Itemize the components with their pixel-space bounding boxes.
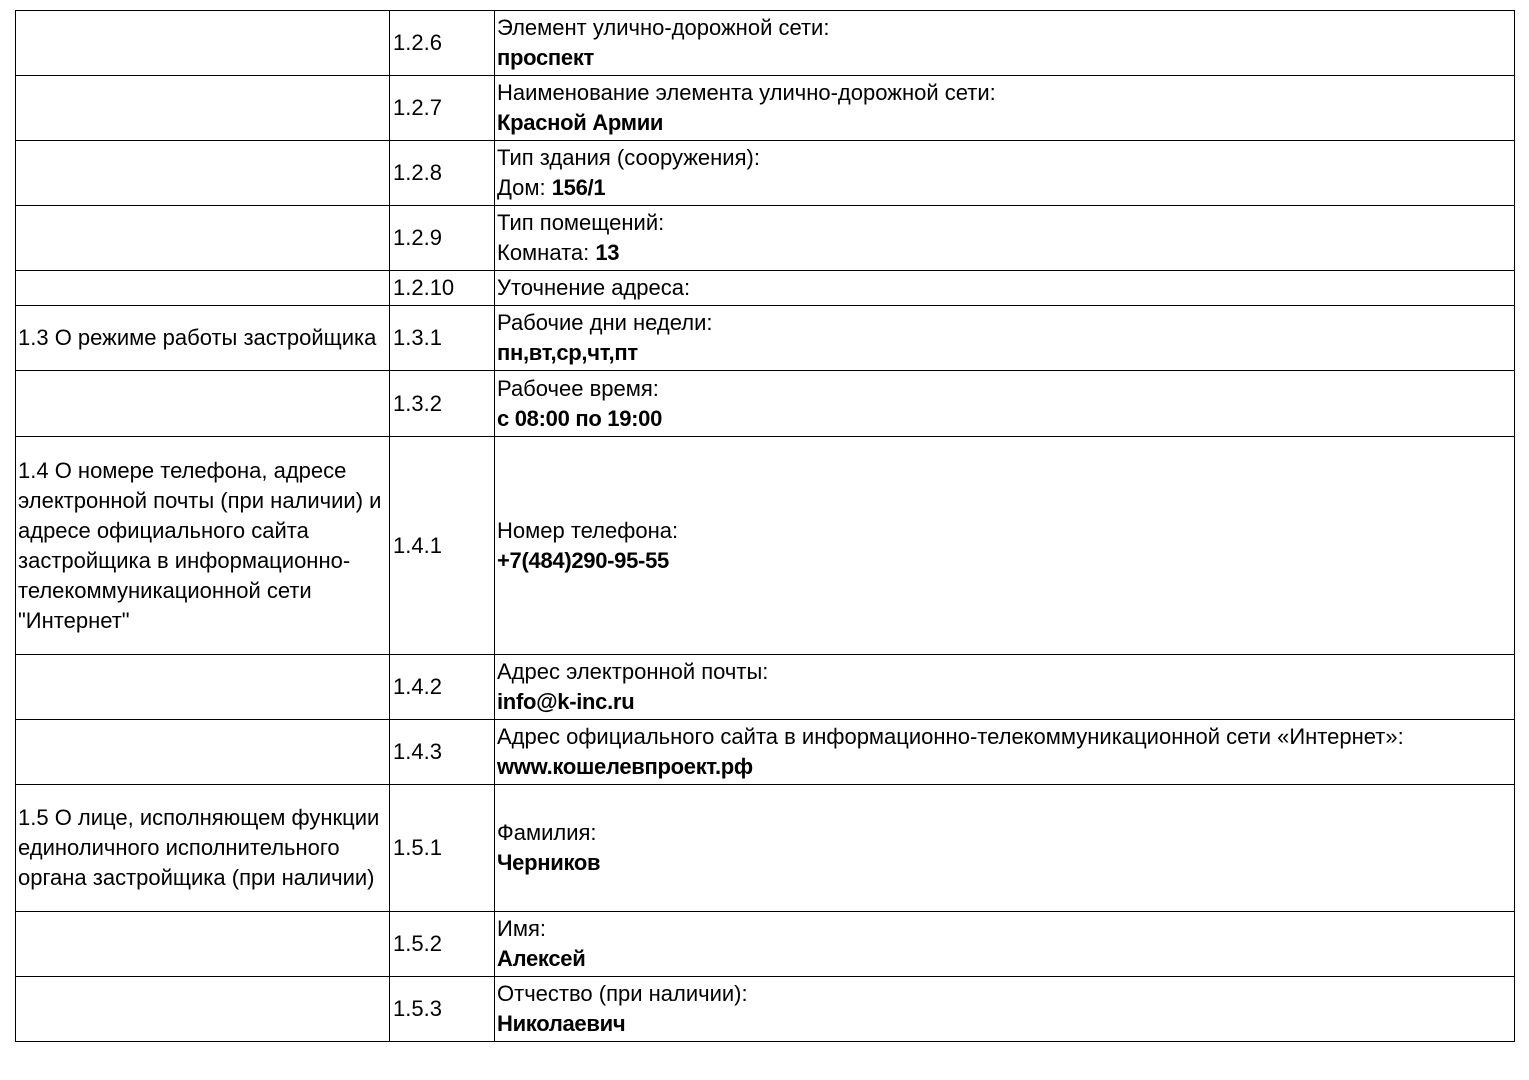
field-value: Красной Армии: [497, 110, 664, 135]
item-code: [390, 655, 495, 720]
section-title: [16, 437, 390, 655]
field-cell: [495, 141, 1515, 206]
field-value: с 08:00 по 19:00: [497, 405, 663, 431]
field-label: Фамилия:: [497, 820, 597, 845]
table-row: [16, 437, 1515, 655]
item-code: [390, 306, 495, 371]
table-row: [16, 785, 1515, 912]
table-row: [16, 76, 1515, 141]
field-value-line: [497, 43, 1512, 73]
field-value-line: [497, 338, 1512, 368]
field-label: Тип помещений:: [497, 210, 665, 235]
field-cell: [495, 720, 1515, 785]
table-row: [16, 655, 1515, 720]
section-cell-empty: [16, 76, 390, 141]
table-row: [16, 271, 1515, 306]
section-cell-empty: [16, 271, 390, 306]
item-code-text: 1.4.2: [393, 674, 442, 699]
field-value: info@k-inc.ru: [497, 689, 635, 714]
field-cell: [495, 271, 1515, 306]
table-row: [16, 371, 1515, 437]
section-title: [16, 785, 390, 912]
item-code: [390, 76, 495, 141]
field-label: Рабочие дни недели:: [497, 310, 713, 335]
field-value-line: [497, 1009, 1512, 1039]
field-label: Адрес электронной почты:: [497, 659, 769, 684]
section-cell-empty: [16, 912, 390, 977]
developer-info-table: [15, 10, 1515, 1042]
field-value-line: [497, 687, 1512, 717]
item-code-text: 1.5.3: [393, 996, 442, 1021]
field-value-line: [497, 404, 1512, 434]
item-code-text: 1.4.3: [393, 739, 442, 764]
field-label: Рабочее время:: [497, 375, 659, 401]
section-cell-empty: [16, 141, 390, 206]
item-code-text: 1.2.9: [393, 225, 442, 250]
field-value: 13: [595, 240, 620, 265]
item-code: [390, 720, 495, 785]
section-cell-empty: [16, 655, 390, 720]
section-cell-empty: [16, 206, 390, 271]
field-value-line: [497, 752, 1512, 782]
field-cell: [495, 912, 1515, 977]
item-code-text: 1.5.2: [393, 931, 442, 956]
field-cell: [495, 437, 1515, 655]
item-code: [390, 977, 495, 1042]
field-value-prefix: Комната:: [497, 240, 596, 265]
table-row: [16, 977, 1515, 1042]
item-code: [390, 11, 495, 76]
field-label: Тип здания (сооружения):: [497, 145, 760, 170]
field-cell: [495, 785, 1515, 912]
item-code-text: 1.2.10: [393, 275, 455, 300]
section-cell-empty: [16, 371, 390, 437]
field-label: Номер телефона:: [497, 517, 679, 543]
item-code: [390, 206, 495, 271]
field-label: Имя:: [497, 916, 546, 941]
field-cell: [495, 977, 1515, 1042]
field-label: Элемент улично-дорожной сети:: [497, 15, 830, 40]
field-value-line: [497, 848, 1512, 878]
table-row: [16, 11, 1515, 76]
field-value: Алексей: [497, 946, 586, 971]
item-code: [390, 912, 495, 977]
field-label: Наименование элемента улично-дорожной сети:: [497, 80, 996, 105]
field-cell: [495, 306, 1515, 371]
table-row: [16, 306, 1515, 371]
field-value: Черников: [497, 850, 601, 875]
table-row: [16, 141, 1515, 206]
field-value-line: [497, 238, 1512, 268]
item-code: [390, 371, 495, 437]
item-code: [390, 785, 495, 912]
field-value-line: [497, 944, 1512, 974]
field-cell: [495, 11, 1515, 76]
field-value: 156/1: [551, 175, 606, 200]
table-row: [16, 912, 1515, 977]
section-title: [16, 306, 390, 371]
field-cell: [495, 206, 1515, 271]
field-label: Отчество (при наличии):: [497, 981, 748, 1006]
field-label: Адрес официального сайта в информационно-телекоммуникационной сети «Интернет»:: [497, 724, 1404, 749]
table-row: [16, 206, 1515, 271]
item-code-text: 1.5.1: [393, 835, 442, 860]
field-value: +7(484)290-95-55: [497, 547, 669, 573]
table-row: [16, 720, 1515, 785]
field-value-line: [497, 108, 1512, 138]
field-value: проспект: [497, 45, 595, 70]
field-value-line: [497, 173, 1512, 203]
field-cell: [495, 655, 1515, 720]
item-code-text: 1.2.8: [393, 160, 442, 185]
item-code-text: 1.3.2: [393, 390, 442, 416]
item-code-text: 1.2.7: [393, 95, 442, 120]
item-code: [390, 437, 495, 655]
section-cell-empty: [16, 977, 390, 1042]
field-cell: [495, 371, 1515, 437]
item-code-text: 1.3.1: [393, 325, 442, 350]
field-value-line: [497, 546, 1512, 576]
section-cell-empty: [16, 11, 390, 76]
field-value: пн,вт,ср,чт,пт: [497, 340, 638, 365]
section-cell-empty: [16, 720, 390, 785]
item-code: [390, 141, 495, 206]
field-value: www.кошелевпроект.рф: [497, 754, 753, 779]
field-cell: [495, 76, 1515, 141]
item-code-text: 1.2.6: [393, 30, 442, 55]
item-code-text: 1.4.1: [393, 532, 442, 558]
field-value-prefix: Дом:: [497, 175, 552, 200]
section-title-text: 1.3 О режиме работы застройщика: [18, 325, 377, 350]
section-title-text: 1.5 О лице, исполняющем функции единоличного исполнительного органа застройщика (при наличии): [18, 805, 380, 890]
section-title-text: 1.4 О номере телефона, адресе электронной почты (при наличии) и адресе официального сайта застройщика в информационно-телекоммуникационной сети "Интернет": [18, 457, 382, 633]
field-value: Николаевич: [497, 1011, 626, 1036]
item-code: [390, 271, 495, 306]
field-label: Уточнение адреса:: [497, 275, 691, 300]
